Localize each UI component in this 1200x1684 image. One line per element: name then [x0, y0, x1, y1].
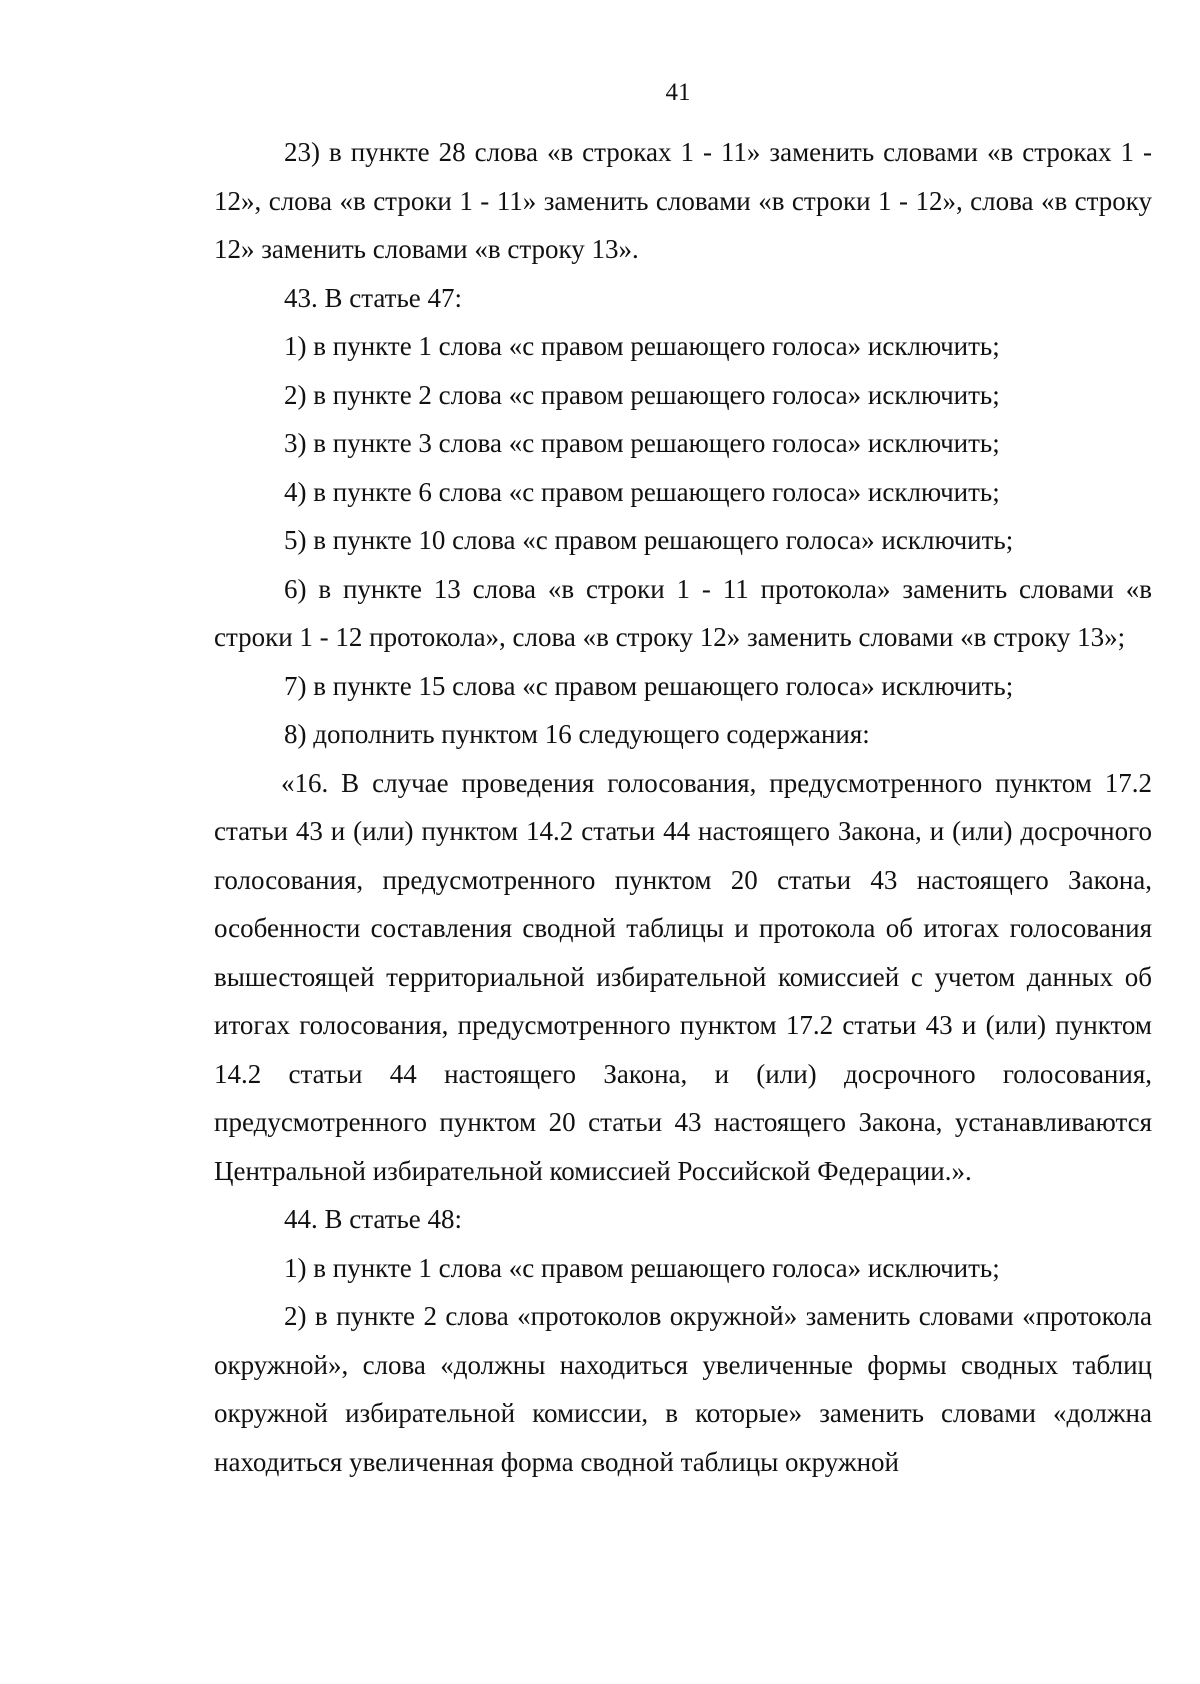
article-heading-44: 44. В статье 48:: [284, 1204, 463, 1234]
paragraph-item-44-2: 2) в пункте 2 слова «протоколов окружной» заменить словами «протокола окружной», слова «должны находиться увеличенные формы сводных таблиц окружной избирательной комиссии, в которые» заменить словами «должна находиться увеличенная форма сводной таблицы окружной: [214, 1301, 1152, 1477]
paragraph-item-43-8: 8) дополнить пунктом 16 следующего содержания:: [284, 719, 870, 749]
paragraph-item-43-6: 6) в пункте 13 слова «в строки 1 - 11 протокола» заменить словами «в строки 1 - 12 протокола», слова «в строку 12» заменить словами «в строку 13»;: [214, 573, 1152, 652]
document-body: [214, 128, 1152, 1486]
paragraph-item-43-3: 3) в пункте 3 слова «с правом решающего голоса» исключить;: [284, 428, 1000, 458]
quoted-paragraph-16: «16. В случае проведения голосования, предусмотренного пунктом 17.2 статьи 43 и (или) пунктом 14.2 статьи 44 настоящего Закона, и (или) досрочного голосования, предусмотренного пунктом 20 статьи 43 настоящего Закона, особенности составления сводной таблицы и протокола об итогах голосования вышестоящей территориальной избирательной комиссией с учетом данных об итогах голосования, предусмотренного пунктом 17.2 статьи 43 и (или) пунктом 14.2 статьи 44 настоящего Закона, и (или) досрочного голосования, предусмотренного пунктом 20 статьи 43 настоящего Закона, устанавливаются Центральной избирательной комиссией Российской Федерации.».: [214, 767, 1152, 1186]
article-heading-43: 43. В статье 47:: [284, 282, 463, 313]
paragraph-item-43-5: 5) в пункте 10 слова «с правом решающего голоса» исключить;: [284, 525, 1014, 555]
paragraph-item-43-7: 7) в пункте 15 слова «с правом решающего голоса» исключить;: [284, 670, 1014, 701]
paragraph-item-43-2: 2) в пункте 2 слова «с правом решающего голоса» исключить;: [284, 379, 1000, 410]
paragraph-item-44-1: 1) в пункте 1 слова «с правом решающего голоса» исключить;: [284, 1252, 1000, 1283]
paragraph-item-23: 23) в пункте 28 слова «в строках 1 - 11» заменить словами «в строках 1 - 12», слова «в строки 1 - 11» заменить словами «в строки 1 - 12», слова «в строку 12» заменить словами «в строку 13».: [214, 137, 1152, 264]
page-number: 41: [665, 79, 691, 106]
paragraph-item-43-4: 4) в пункте 6 слова «с правом решающего голоса» исключить;: [284, 476, 1000, 507]
paragraph-item-43-1: 1) в пункте 1 слова «с правом решающего голоса» исключить;: [284, 331, 1000, 361]
